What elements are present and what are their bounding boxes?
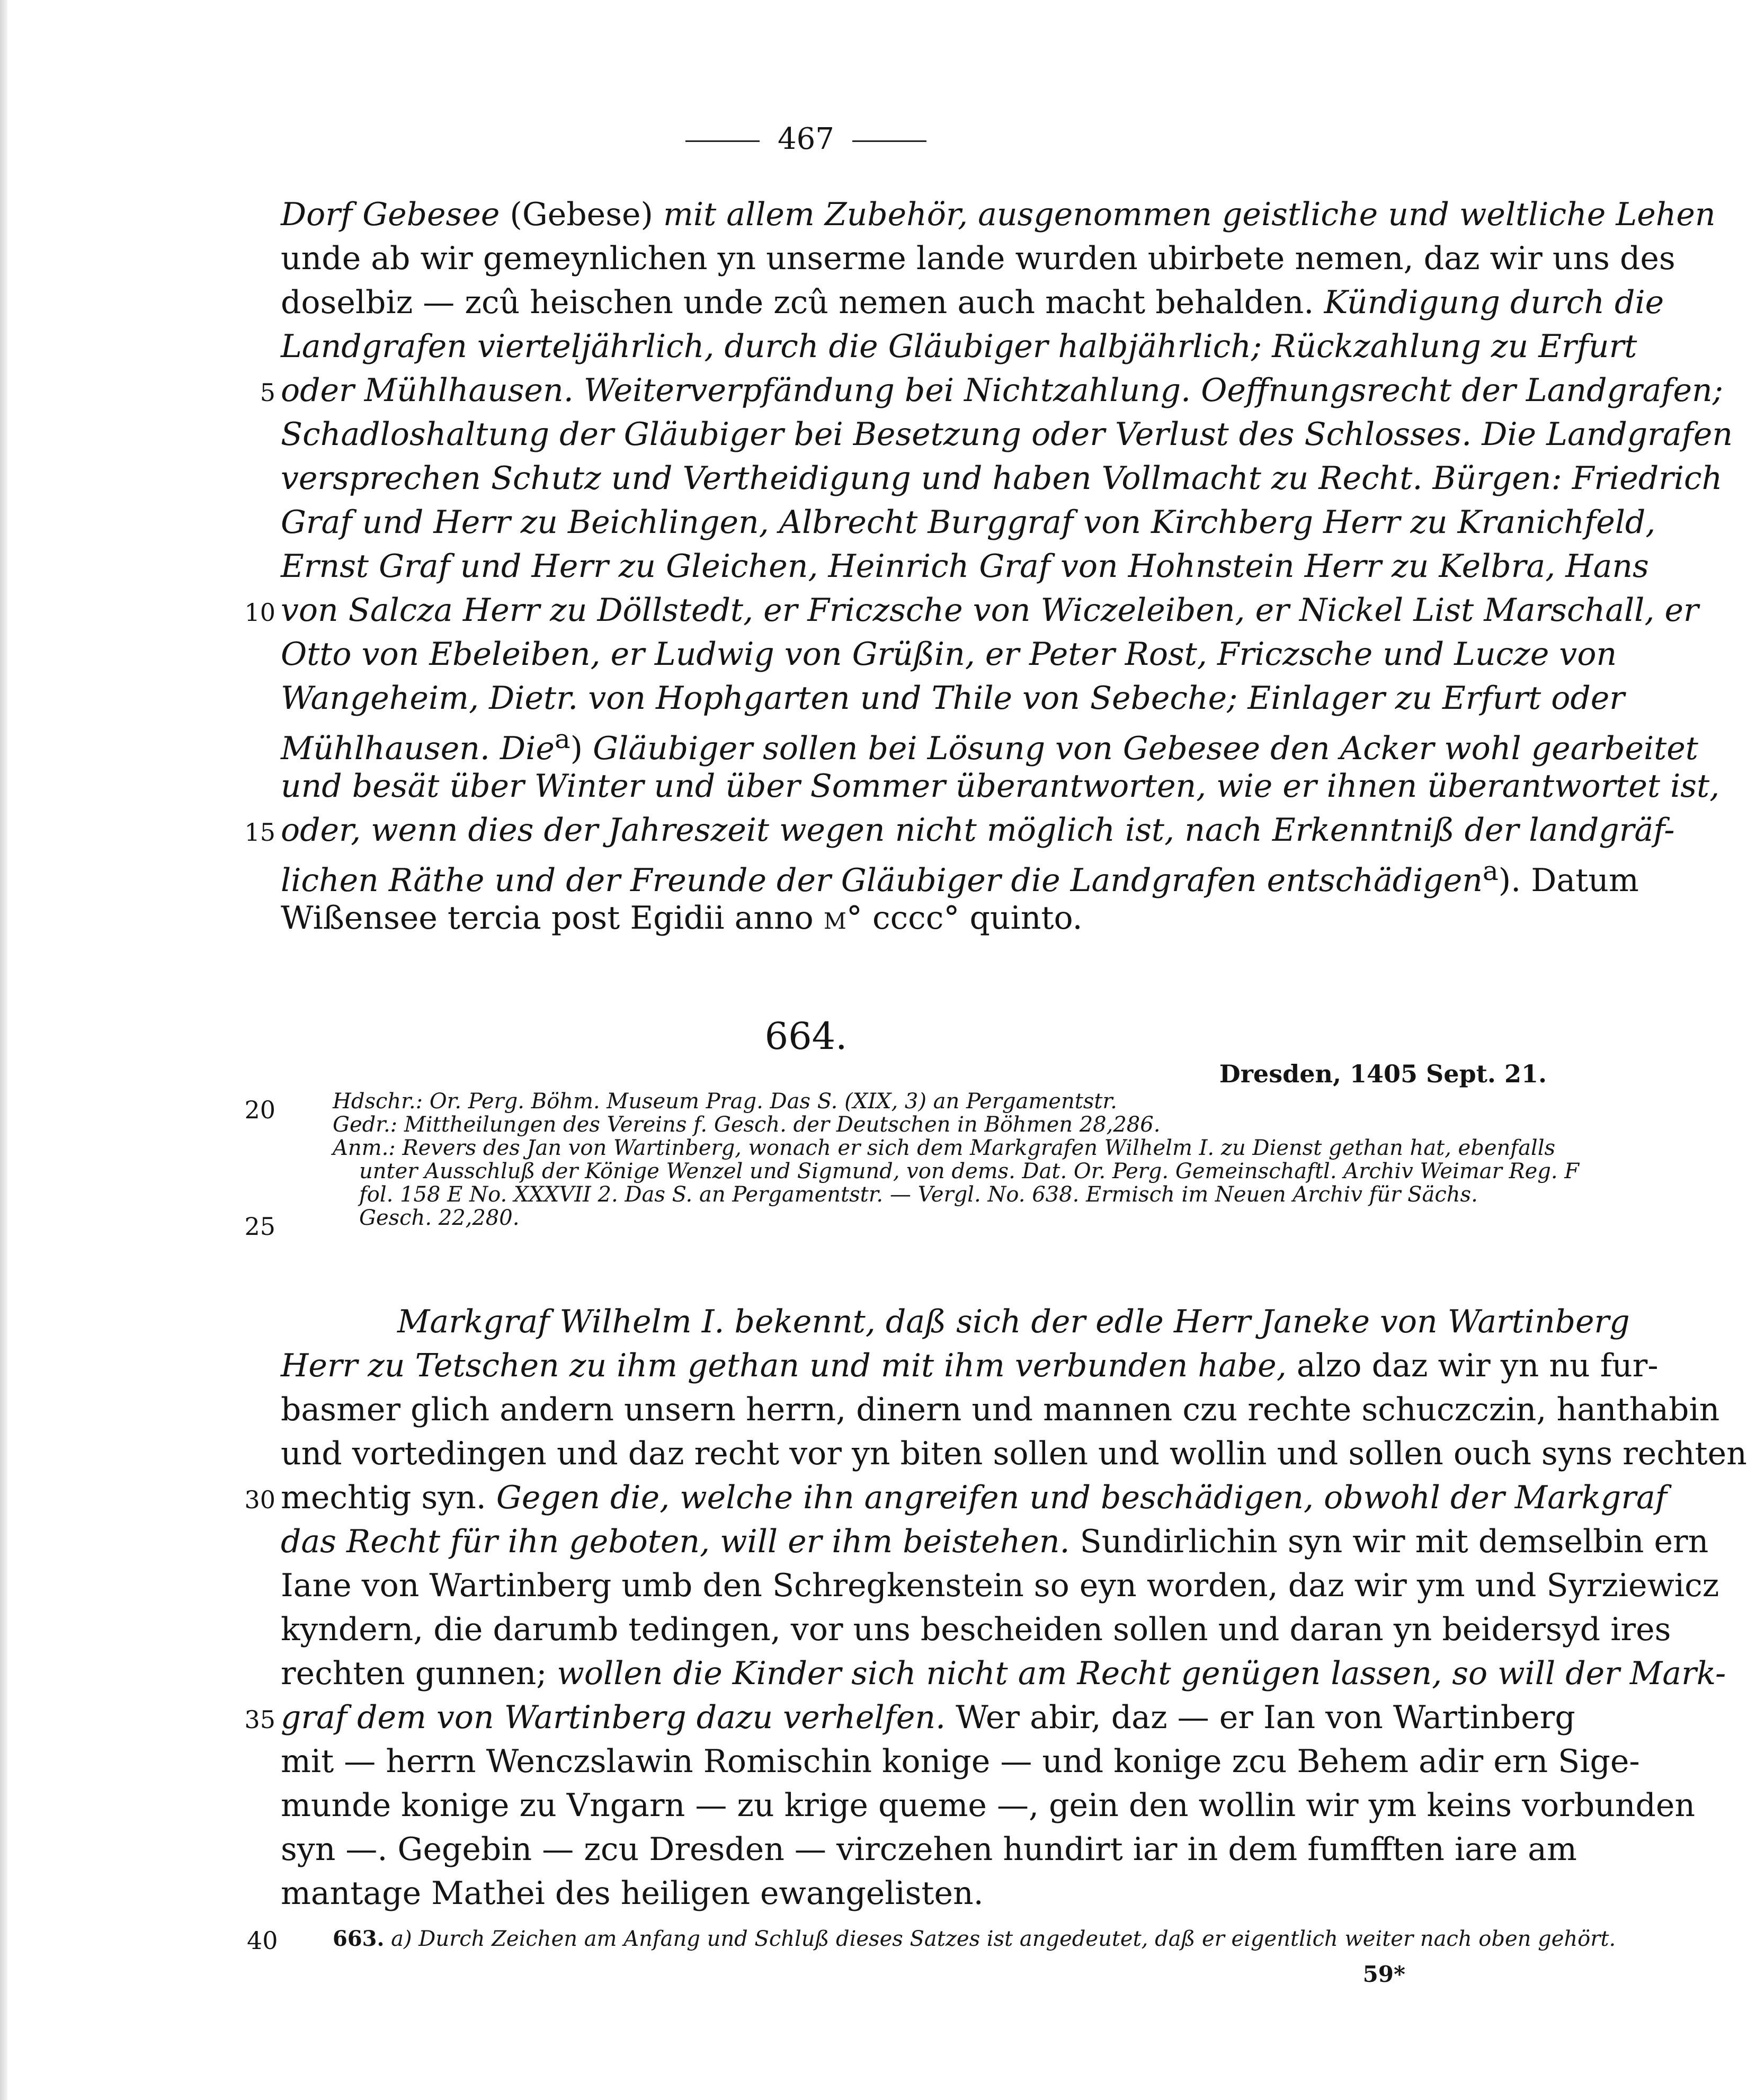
intro-line: versprechen Schutz und Vertheidigung und haben Vollmacht zu Recht. Bürgen: Friedrich — [281, 460, 1723, 497]
body-line: mechtig syn. Gegen die, welche ihn angreifen und beschädigen, obwohl der Markgraf — [281, 1479, 1667, 1516]
body-line: Iane von Wartinberg umb den Schregkenstein so eyn worden, daz wir ym und Syrziewicz — [281, 1567, 1719, 1604]
intro-line: Mühlhausen. Die$^a$) Gläubiger sollen bei Lösung von Gebesee den Acker wohl gearbeitet — [281, 724, 1698, 767]
intro-line: und besät über Winter und über Sommer überantworten, wie er ihnen überantwortet ist, — [281, 768, 1720, 805]
intro-line: Schadloshaltung der Gläubiger bei Besetzung oder Verlust des Schlosses. Die Landgrafen — [281, 416, 1733, 453]
line-number: 10 — [244, 598, 275, 627]
notes-line: Anm.: Revers des Jan von Wartinberg, wonach er sich dem Markgrafen Wilhelm I. zu Dienst gethan hat, ebenfalls — [333, 1136, 1556, 1160]
notes-line: Gesch. 22,280. — [359, 1206, 520, 1230]
body-line: kyndern, die darumb tedingen, vor uns bescheiden sollen und daran yn beidersyd ires — [281, 1611, 1671, 1648]
body-line: Markgraf Wilhelm I. bekennt, daß sich der edle Herr Janeke von Wartinberg — [397, 1303, 1630, 1340]
body-line: graf dem von Wartinberg dazu verhelfen. Wer abir, daz — er Ian von Wartinberg — [281, 1699, 1575, 1736]
line-number: 20 — [244, 1096, 275, 1124]
footnote-line-number: 40 — [247, 1926, 278, 1955]
intro-line: Wangeheim, Dietr. von Hophgarten und Thile von Sebeche; Einlager zu Erfurt oder — [281, 680, 1625, 717]
signature-mark: 59* — [1362, 1961, 1405, 1987]
intro-line: Graf und Herr zu Beichlingen, Albrecht Burggraf von Kirchberg Herr zu Kranichfeld, — [281, 504, 1656, 541]
intro-line: Ernst Graf und Herr zu Gleichen, Heinrich Graf von Hohnstein Herr zu Kelbra, Hans — [281, 548, 1649, 585]
line-number: 25 — [244, 1212, 275, 1241]
body-line: mit — herrn Wenczslawin Romischin konige — und konige zcu Behem adir ern Sige- — [281, 1743, 1640, 1780]
line-number: 15 — [244, 818, 275, 847]
body-line: syn —. Gegebin — zcu Dresden — virczehen hundirt iar in dem fumfften iare am — [281, 1831, 1577, 1868]
notes-line: Gedr.: Mittheilungen des Vereins f. Gesch. der Deutschen in Böhmen 28,286. — [333, 1113, 1161, 1137]
intro-line: oder Mühlhausen. Weiterverpfändung bei Nichtzahlung. Oeffnungsrecht der Landgrafen; — [281, 372, 1723, 409]
footnote: 663. a) Durch Zeichen am Anfang und Schluß dieses Satzes ist angedeutet, daß er eigentlich weiter nach oben gehört. — [333, 1926, 1616, 1951]
body-line: rechten gunnen; wollen die Kinder sich nicht am Recht genügen lassen, so will der Mark- — [281, 1655, 1726, 1692]
intro-line: unde ab wir gemeynlichen yn unserme lande wurden ubirbete nemen, daz wir uns des — [281, 240, 1675, 277]
intro-line: lichen Räthe und der Freunde der Gläubiger die Landgrafen entschädigen$^a$). Datum — [281, 856, 1639, 899]
line-number: 5 — [260, 378, 275, 407]
body-line: mantage Mathei des heiligen ewangelisten. — [281, 1875, 984, 1912]
intro-line: von Salcza Herr zu Döllstedt, er Friczsche von Wiczeleiben, er Nickel List Marschall, er — [281, 592, 1699, 629]
document-number: 664. — [764, 1015, 848, 1058]
header-rule-right — [852, 140, 926, 142]
notes-line: unter Ausschluß der Könige Wenzel und Sigmund, von dems. Dat. Or. Perg. Gemeinschaftl. Archiv Weimar Reg. F — [359, 1159, 1580, 1184]
line-number: 35 — [244, 1705, 275, 1734]
page-number: 467 — [778, 122, 834, 156]
intro-line: Landgrafen vierteljährlich, durch die Gläubiger halbjährlich; Rückzahlung zu Erfurt — [281, 328, 1637, 365]
notes-line: fol. 158 E No. XXXVII 2. Das S. an Pergamentstr. — Vergl. No. 638. Ermisch im Neuen Archiv für Sächs. — [359, 1182, 1478, 1207]
intro-line: Wißensee tercia post Egidii anno m° cccc° quinto. — [281, 900, 1083, 937]
intro-line: oder, wenn dies der Jahreszeit wegen nicht möglich ist, nach Erkenntniß der landgräf- — [281, 812, 1675, 849]
line-number: 30 — [244, 1485, 275, 1514]
intro-line: doselbiz — zcû heischen unde zcû nemen auch macht behalden. Kündigung durch die — [281, 284, 1664, 321]
page-header — [0, 122, 1612, 156]
body-line: basmer glich andern unsern herrn, dinern und mannen czu rechte schuczczin, hanthabin — [281, 1391, 1720, 1428]
body-line: Herr zu Tetschen zu ihm gethan und mit ihm verbunden habe, alzo daz wir yn nu fur- — [281, 1347, 1659, 1384]
body-line: das Recht für ihn geboten, will er ihm beistehen. Sundirlichin syn wir mit demselbin ern — [281, 1523, 1709, 1560]
notes-line: Hdschr.: Or. Perg. Böhm. Museum Prag. Das S. (XIX, 3) an Pergamentstr. — [333, 1089, 1117, 1114]
body-line: munde konige zu Vngarn — zu krige queme —, gein den wollin wir ym keins vorbunden — [281, 1787, 1696, 1824]
intro-line: Dorf Gebesee (Gebese) mit allem Zubehör, ausgenommen geistliche und weltliche Lehen — [281, 196, 1716, 233]
intro-line: Otto von Ebeleiben, er Ludwig von Grüßin, er Peter Rost, Friczsche und Lucze von — [281, 636, 1617, 673]
place-date: Dresden, 1405 Sept. 21. — [1219, 1060, 1547, 1088]
header-rule-left — [685, 140, 760, 142]
body-line: und vortedingen und daz recht vor yn biten sollen und wollin und sollen ouch syns rechten — [281, 1435, 1747, 1472]
